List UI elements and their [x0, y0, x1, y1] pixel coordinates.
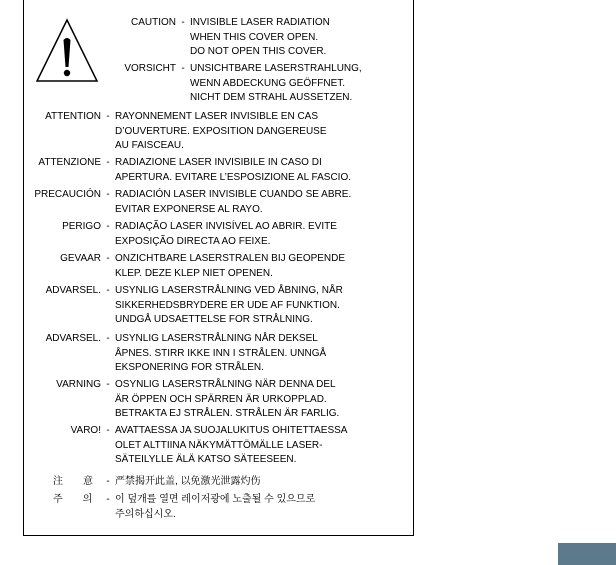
warning-row — [0, 188, 351, 217]
warning-text — [115, 252, 345, 281]
warning-text-line: SÄTEILYLLE ÄLÄ KATSO SÄTEESEEN. — [115, 454, 297, 466]
warning-text-line: USYNLIG LASERSTRÅLNING VED ÅBNING, NÅR — [115, 285, 343, 296]
warning-text-line: UNSICHTBARE LASERSTRAHLUNG, — [190, 63, 362, 74]
warning-separator: - — [106, 494, 110, 505]
warning-language-label: ADVARSEL. — [45, 333, 101, 344]
warning-text-line: APERTURA. EVITARE L’ESPOSIZIONE AL FASCIO. — [115, 171, 351, 183]
warning-row — [53, 475, 261, 490]
warning-separator: - — [106, 333, 110, 344]
warning-text-line: OSYNLIG LASERSTRÅLNING NÄR DENNA DEL — [115, 379, 336, 390]
warning-text — [115, 378, 339, 422]
warning-row — [26, 16, 330, 60]
warning-language-label: CAUTION — [131, 17, 176, 28]
warning-text — [115, 424, 347, 468]
warning-row — [0, 110, 327, 154]
warning-text-line: WHEN THIS COVER OPEN. — [190, 31, 319, 43]
warning-row — [26, 62, 362, 106]
warning-text-line: EKSPONERING FOR STRÅLEN. — [115, 362, 264, 374]
warning-text — [115, 110, 327, 154]
warning-text-line: INVISIBLE LASER RADIATION — [190, 17, 330, 28]
warning-separator: - — [106, 425, 110, 436]
warning-text-line: DO NOT OPEN THIS COVER. — [190, 46, 327, 58]
warning-text-line: USYNLIG LASERSTRÅLNING NÅR DEKSEL — [115, 333, 318, 344]
warning-text-line: 이 덮개를 열면 레이저광에 노출될 수 있으므로 — [115, 494, 316, 505]
warning-separator: - — [106, 253, 110, 264]
warning-text-line: RAYONNEMENT LASER INVISIBLE EN CAS — [115, 111, 319, 122]
warning-language-label: PERIGO — [62, 221, 101, 232]
warning-text-line: 주의하십시오. — [115, 508, 176, 520]
warning-separator: - — [106, 111, 110, 122]
warning-text-line: ÅPNES. STIRR IKKE INN I STRÅLEN. UNNGÅ — [115, 347, 327, 359]
warning-text-line: EXPOSIÇÃO DIRECTA AO FEIXE. — [115, 235, 271, 247]
warning-text — [190, 62, 362, 106]
warning-language-label: 注 意 — [53, 476, 93, 487]
warning-language-label: VARO! — [70, 425, 101, 436]
warning-text-line: KLEP. DEZE KLEP NIET OPENEN. — [115, 267, 273, 279]
warning-text-line: AVATTAESSA JA SUOJALUKITUS OHITETTAESSA — [115, 425, 348, 436]
warning-row — [0, 156, 351, 185]
warning-row — [0, 284, 343, 328]
warning-language-label: VORSICHT — [124, 63, 176, 74]
warning-row — [53, 493, 315, 522]
warning-row — [0, 424, 347, 468]
warning-text-line: RADIAZIONE LASER INVISIBILE IN CASO DI — [115, 157, 322, 168]
warning-text-line: ONZICHTBARE LASERSTRALEN BIJ GEOPENDE — [115, 253, 346, 264]
warning-text-line: RADIACIÓN LASER INVISIBLE CUANDO SE ABRE. — [115, 189, 352, 200]
warning-row — [0, 220, 337, 249]
warning-row — [0, 252, 345, 281]
warning-text-line: EVITAR EXPONERSE AL RAYO. — [115, 203, 263, 215]
warning-text-line: 严禁揭开此盖, 以免激光泄露灼伤 — [115, 476, 261, 487]
warning-separator: - — [106, 379, 110, 390]
warning-text-line: SIKKERHEDSBRYDERE ER UDE AF FUNKTION. — [115, 299, 340, 311]
warning-separator: - — [106, 157, 110, 168]
warning-text — [115, 220, 337, 249]
warning-language-label: GEVAAR — [60, 253, 101, 264]
warning-language-label: ADVARSEL. — [45, 285, 101, 296]
warning-language-label: PRECAUCIÓN — [34, 189, 101, 200]
warning-separator: - — [106, 189, 110, 200]
warning-separator: - — [106, 221, 110, 232]
warning-text — [115, 284, 343, 328]
warning-text — [190, 16, 330, 60]
warning-text — [115, 332, 326, 376]
warning-text-line: D’OUVERTURE. EXPOSITION DANGEREUSE — [115, 125, 327, 137]
warning-text-line: ÄR ÖPPEN OCH SPÄRREN ÄR URKOPPLAD. — [115, 393, 327, 405]
warning-separator: - — [181, 63, 185, 74]
warning-row — [0, 332, 326, 376]
warning-separator: - — [106, 476, 110, 487]
warning-text — [115, 475, 261, 490]
warning-text-line: UNDGÅ UDSAETTELSE FOR STRÅLNING. — [115, 314, 313, 326]
warning-text-line: AU FAISCEAU. — [115, 140, 184, 152]
warning-language-label: ATTENTION — [45, 111, 101, 122]
page-edge-tab — [558, 543, 616, 565]
warning-language-label: VARNING — [56, 379, 101, 390]
warning-text-line: NICHT DEM STRAHL AUSSETZEN. — [190, 92, 353, 104]
warning-separator: - — [106, 285, 110, 296]
warning-text — [115, 188, 351, 217]
warning-row — [0, 378, 339, 422]
warning-text-line: BETRAKTA EJ STRÅLEN. STRÅLEN ÄR FARLIG. — [115, 408, 340, 420]
warning-text-line: OLET ALTTIINA NÄKYMÄTTÖMÄLLE LASER- — [115, 439, 323, 451]
warning-text — [115, 493, 315, 522]
warning-text — [115, 156, 351, 185]
warning-language-label: ATTENZIONE — [38, 157, 101, 168]
warning-language-label: 주 의 — [53, 494, 93, 505]
warning-text-line: RADIAÇÃO LASER INVISÍVEL AO ABRIR. EVITE — [115, 221, 337, 232]
warning-separator: - — [181, 17, 185, 28]
warning-text-line: WENN ABDECKUNG GEÖFFNET. — [190, 77, 346, 89]
